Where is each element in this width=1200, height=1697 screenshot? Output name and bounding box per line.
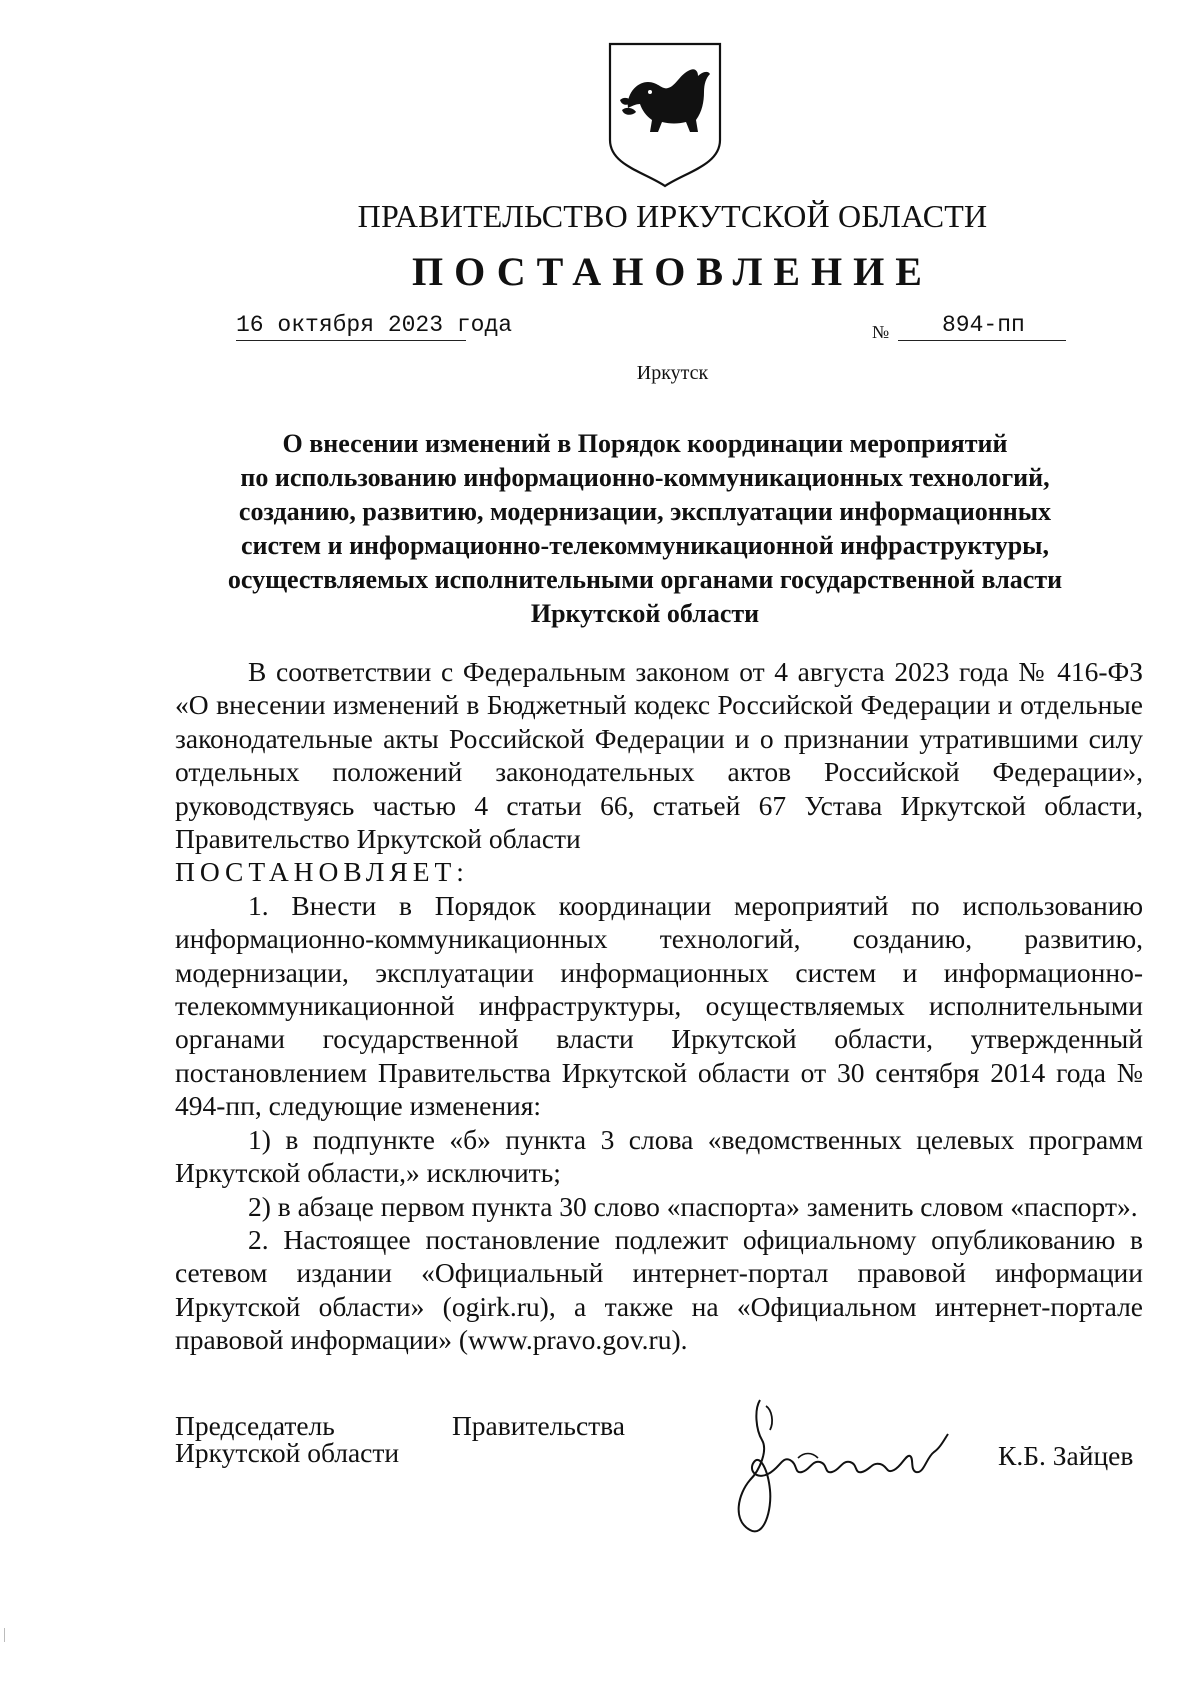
title-line: Иркутской области bbox=[530, 599, 760, 628]
title-line: О внесении изменений в Порядок координации мероприятий bbox=[282, 429, 1008, 458]
title-line: систем и информационно-телекоммуникационной инфраструктуры, bbox=[241, 531, 1049, 560]
document-type: ПОСТАНОВЛЕНИЕ bbox=[412, 249, 933, 294]
title-line: созданию, развитию, модернизации, эксплуатации информационных bbox=[238, 497, 1052, 526]
document-date: 16 октября 2023 года bbox=[236, 312, 466, 341]
item-1-paragraph: 1. Внести в Порядок координации мероприятий по использованию информационно-коммуникационных технологий, созданию, развитию, модернизации, эксплуатации информационных систем и информационно-телекоммуникационной инфраструктуры, осуществляемых исполнительными органами государственной власти Иркутской области, утвержденный постановлением Правительства Иркутской области от 30 сентября 2014 года № 494-пп, следующие изменения: bbox=[175, 889, 1143, 1122]
signature-icon bbox=[720, 1370, 1020, 1550]
item-2-paragraph: 2. Настоящее постановление подлежит официальному опубликованию в сетевом издании «Официальный интернет-портал правовой информации Иркутской области» (ogirk.ru), а также на «Официальном интернет-портале правовой информации» (www.pravo.gov.ru). bbox=[175, 1223, 1143, 1356]
document-title bbox=[175, 427, 1115, 631]
position-word-1: Председатель bbox=[175, 1410, 335, 1441]
signatory-name: К.Б. Зайцев bbox=[998, 1440, 1134, 1471]
document-number: 894-пп bbox=[898, 312, 1066, 341]
position-line-2: Иркутской области bbox=[175, 1437, 400, 1468]
coat-of-arms-icon bbox=[606, 40, 724, 190]
item-1-subitem-2: 2) в абзаце первом пункта 30 слово «паспорта» заменить словом «паспорт». bbox=[248, 1190, 1138, 1222]
item-1-subitem-1: 1) в подпункте «б» пункта 3 слова «ведомственных целевых программ Иркутской области,» исключить; bbox=[175, 1123, 1143, 1189]
document-city: Иркутск bbox=[636, 362, 709, 384]
position-word-2: Правительства bbox=[451, 1410, 625, 1441]
document-body bbox=[175, 655, 1143, 1357]
signatory-position bbox=[175, 1412, 645, 1466]
title-line: осуществляемых исполнительными органами государственной власти bbox=[227, 565, 1063, 594]
authority-name: ПРАВИТЕЛЬСТВО ИРКУТСКОЙ ОБЛАСТИ bbox=[357, 198, 988, 234]
number-sign: № bbox=[872, 322, 890, 342]
decree-word: ПОСТАНОВЛЯЕТ: bbox=[175, 856, 469, 888]
title-line: по использованию информационно-коммуникационных технологий, bbox=[240, 463, 1050, 492]
scan-mark bbox=[4, 1628, 5, 1642]
preamble-paragraph: В соответствии с Федеральным законом от 4 августа 2023 года № 416-ФЗ «О внесении изменений в Бюджетный кодекс Российской Федерации и отдельные законодательные акты Российской Федерации и о признании утратившими силу отдельных положений законодательных актов Российской Федерации», руководствуясь частью 4 статьи 66, статьей 67 Устава Иркутской области, Правительство Иркутской области bbox=[175, 656, 1143, 855]
